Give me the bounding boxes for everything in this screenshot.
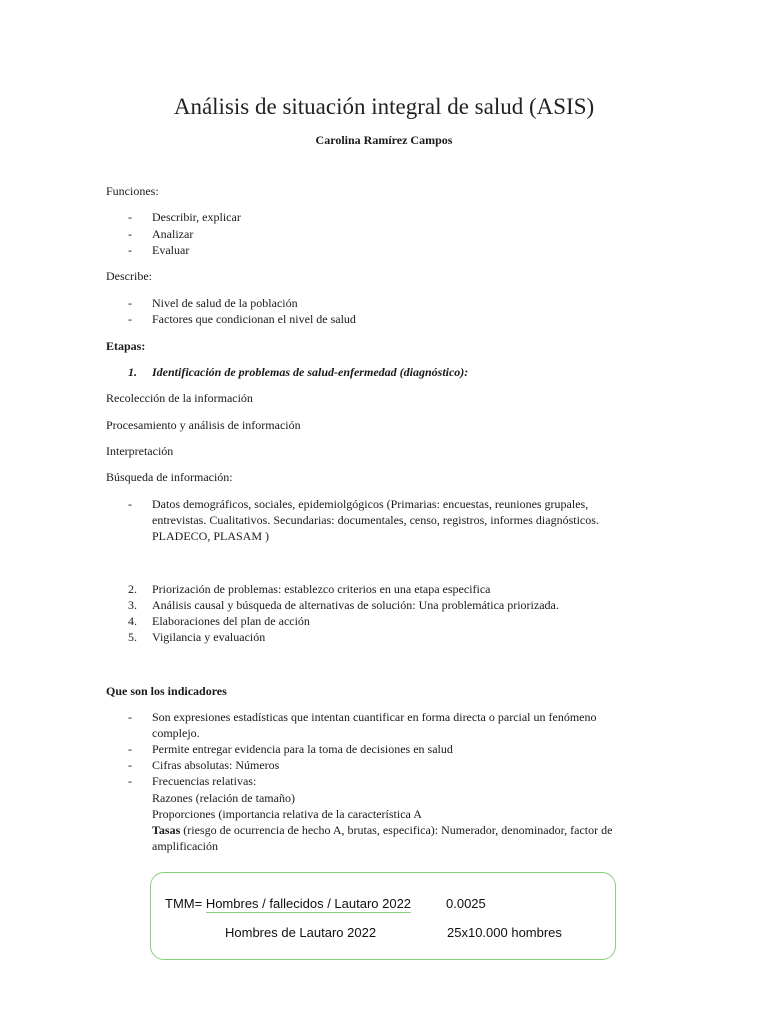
proporciones-line: Proporciones (importancia relativa de la característica A	[152, 807, 422, 821]
funciones-item-1: Describir, explicar	[152, 210, 241, 224]
etapa-2-number: 2.	[128, 582, 137, 596]
funciones-label: Funciones:	[106, 184, 159, 198]
tasas-line	[152, 822, 612, 838]
formula-factor: 25x10.000 hombres	[447, 925, 562, 940]
list-bullet: -	[128, 210, 132, 224]
describe-label: Describe:	[106, 269, 152, 283]
paragraph-recoleccion: Recolección de la información	[106, 391, 253, 405]
etapa-3-number: 3.	[128, 598, 137, 612]
etapa-5-text: Vigilancia y evaluación	[152, 630, 266, 644]
funciones-item-3: Evaluar	[152, 243, 190, 257]
formula-denominator: Hombres de Lautaro 2022	[225, 925, 377, 940]
formula-result: 0.0025	[446, 896, 486, 911]
numerator-text: Hombres / fallecidos / Lautaro 2022	[205, 896, 412, 911]
etapa-4-number: 4.	[128, 614, 137, 628]
tasas-line-2: amplificación	[152, 839, 218, 853]
etapa-1-title: Identificación de problemas de salud-enfermedad (diagnóstico):	[152, 365, 469, 379]
etapa-1-number: 1.	[128, 365, 137, 379]
indicadores-item-1-line-1: Son expresiones estadísticas que intentan cuantificar en forma directa o parcial un fenómeno	[152, 710, 597, 724]
datos-line-3: PLADECO, PLASAM )	[152, 529, 270, 543]
datos-line-1: Datos demográficos, sociales, epidemiolgógicos (Primarias: encuestas, reuniones grupales,	[152, 497, 589, 511]
tmm-prefix: TMM=	[165, 896, 206, 911]
razones-line: Razones (relación de tamaño)	[152, 791, 295, 805]
formula-box	[150, 872, 616, 960]
list-bullet: -	[128, 296, 132, 310]
indicadores-item-4: Frecuencias relativas:	[152, 774, 257, 788]
indicadores-item-3: Cifras absolutas: Números	[152, 758, 280, 772]
describe-item-1: Nivel de salud de la población	[152, 296, 298, 310]
describe-item-2: Factores que condicionan el nivel de salud	[152, 312, 356, 326]
list-bullet: -	[128, 243, 132, 257]
etapa-4-text: Elaboraciones del plan de acción	[152, 614, 310, 628]
list-bullet: -	[128, 758, 132, 772]
etapa-3-text: Análisis causal y búsqueda de alternativas de solución: Una problemática priorizada.	[152, 598, 559, 612]
list-bullet: -	[128, 227, 132, 241]
formula-numerator	[165, 895, 411, 913]
list-bullet: -	[128, 312, 132, 326]
etapa-5-number: 5.	[128, 630, 137, 644]
datos-line-2: entrevistas. Cualitativos. Secundarias: documentales, censo, registros, informes diagnósticos.	[152, 513, 599, 527]
paragraph-interpretacion: Interpretación	[106, 444, 174, 458]
list-bullet: -	[128, 710, 132, 724]
etapa-2-text: Priorización de problemas: establezco criterios en una etapa especifica	[152, 582, 491, 596]
indicadores-item-1-line-2: complejo.	[152, 726, 200, 740]
page-title: Análisis de situación integral de salud (ASIS)	[173, 94, 595, 119]
list-bullet: -	[128, 742, 132, 756]
paragraph-procesamiento: Procesamiento y análisis de información	[106, 418, 301, 432]
indicadores-heading: Que son los indicadores	[106, 684, 227, 698]
funciones-item-2: Analizar	[152, 227, 194, 241]
paragraph-busqueda: Búsqueda de información:	[106, 470, 233, 484]
tasas-term: Tasas	[152, 823, 181, 837]
etapas-label: Etapas:	[106, 339, 146, 353]
indicadores-item-2: Permite entregar evidencia para la toma de decisiones en salud	[152, 742, 453, 756]
list-bullet: -	[128, 497, 132, 511]
tasas-description: (riesgo de ocurrencia de hecho A, brutas, especifica): Numerador, denominador, factor de	[180, 823, 613, 837]
list-bullet: -	[128, 774, 132, 788]
author-name: Carolina Ramírez Campos	[315, 133, 453, 147]
